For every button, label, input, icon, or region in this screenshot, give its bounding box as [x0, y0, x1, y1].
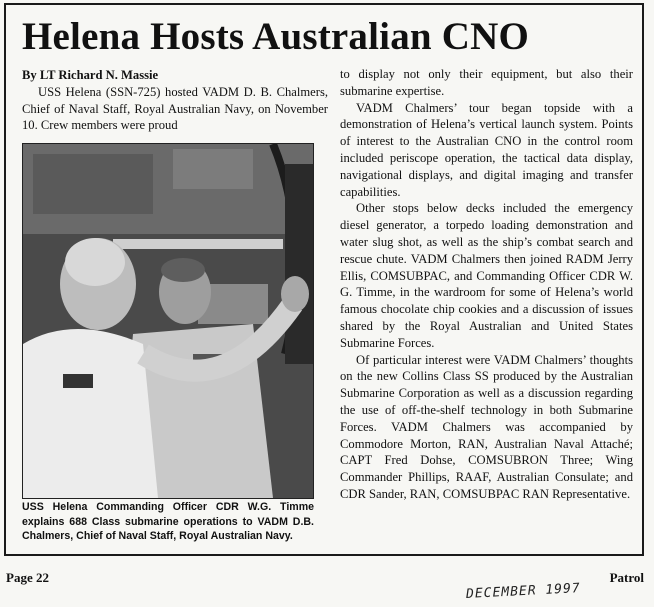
publication-name: Patrol — [609, 570, 644, 585]
photo-caption: USS Helena Commanding Officer CDR W.G. Timme explains 688 Class submarine operations to VADM D.B. Chalmers, Chief of Naval Staff, Royal Australian Navy. — [22, 501, 314, 542]
paragraph-interest: Of particular interest were VADM Chalmers’ thoughts on the new Collins Class SS produced by the Australian Submarine Corporation as well as a discussion regarding the use of off-the-shelf technology in both Submarine Forces. VADM Chalmers was accompanied by Commodore Morton, RAN, Australian Naval Attaché; CAPT Fred Dohse, COMSUBRON Three; Wing Commander Phillips, RAAF, Australian Consulate; and CDR Sander, RAN, COMSUBPAC RAN Representative. — [340, 352, 633, 501]
paragraph-stops: Other stops below decks included the emergency diesel generator, a torpedo loading demonstration and water slug shot, as well as the ship’s combat search and rescue chute. VADM Chalmers then joined RADM Jerry Ellis, COMSUBPAC, and Commanding Officer CDR W. G. Timme, in the wardroom for some of Helena’s world famous chocolate chip cookies and a discussion of issues shared by the Royal Australian and United States Submarine Forces. — [340, 201, 633, 350]
paragraph-tour: VADM Chalmers’ tour began topside with a demonstration of Helena’s vertical launch system. Points of interest to the Australian CNO in the control room included periscope operation, the tactical data display, navigational displays, and digital imaging and transfer capabilities. — [340, 100, 633, 199]
article-headline: Helena Hosts Australian CNO — [22, 15, 530, 58]
paragraph-continuation: to display not only their equipment, but also their submarine expertise. — [340, 67, 633, 98]
article-photo — [22, 143, 314, 499]
right-column — [340, 66, 633, 503]
left-column — [22, 67, 328, 134]
photo-illustration — [23, 144, 313, 498]
handwritten-date: DECEMBER 1997 — [465, 581, 582, 602]
byline: By LT Richard N. Massie — [22, 68, 159, 82]
page-number: Page 22 — [6, 570, 49, 585]
intro-paragraph: USS Helena (SSN-725) hosted VADM D. B. Chalmers, Chief of Naval Staff, Royal Australian Navy, on November 10. Crew members were proud — [22, 84, 328, 133]
